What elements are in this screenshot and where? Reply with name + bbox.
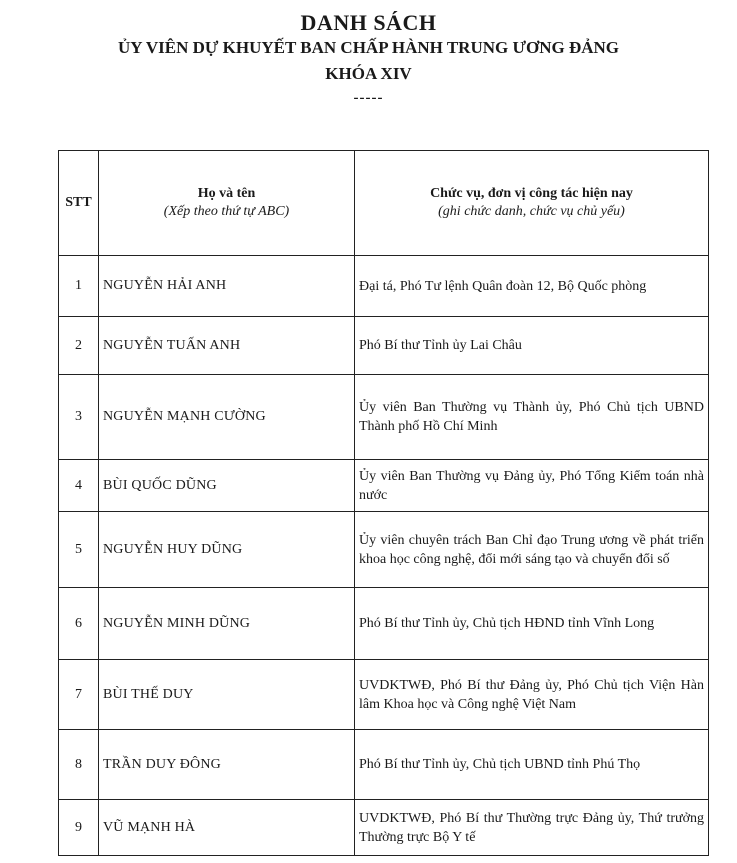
- table-row: [59, 317, 709, 375]
- row-stt: 1: [59, 256, 99, 317]
- row-name: VŨ MẠNH HÀ: [99, 800, 355, 856]
- row-stt: 9: [59, 800, 99, 856]
- column-header-position: [355, 151, 709, 256]
- row-stt: 4: [59, 460, 99, 512]
- table-row: [59, 660, 709, 730]
- row-stt: 2: [59, 317, 99, 375]
- row-name: NGUYỄN MẠNH CƯỜNG: [99, 375, 355, 460]
- row-name: BÙI QUỐC DŨNG: [99, 460, 355, 512]
- document-title: DANH SÁCH: [300, 10, 437, 35]
- row-name: NGUYỄN HẢI ANH: [99, 256, 355, 317]
- row-position: Phó Bí thư Tỉnh ủy, Chủ tịch HĐND tỉnh Vĩnh Long: [355, 588, 709, 660]
- table-row: [59, 588, 709, 660]
- row-position: Ủy viên Ban Thường vụ Đảng ủy, Phó Tổng Kiểm toán nhà nước: [355, 460, 709, 512]
- column-header-name-note: (Xếp theo thứ tự ABC): [163, 204, 290, 219]
- table-row: [59, 512, 709, 588]
- row-position: UVDKTWĐ, Phó Bí thư Đảng ủy, Phó Chủ tịch Viện Hàn lâm Khoa học và Công nghệ Việt Nam: [355, 660, 709, 730]
- table-row: [59, 800, 709, 856]
- row-position: Phó Bí thư Tỉnh ủy, Chủ tịch UBND tỉnh Phú Thọ: [355, 730, 709, 800]
- column-header-name: [99, 151, 355, 256]
- row-name: TRẦN DUY ĐÔNG: [99, 730, 355, 800]
- column-header-name-label: Họ và tên: [197, 186, 256, 201]
- column-header-position-note: (ghi chức danh, chức vụ chủ yếu): [438, 204, 625, 219]
- table-row: [59, 730, 709, 800]
- row-stt: 8: [59, 730, 99, 800]
- row-position: Đại tá, Phó Tư lệnh Quân đoàn 12, Bộ Quốc phòng: [355, 256, 709, 317]
- title-separator: -----: [353, 90, 384, 106]
- row-name: NGUYỄN TUẤN ANH: [99, 317, 355, 375]
- document-subtitle: ỦY VIÊN DỰ KHUYẾT BAN CHẤP HÀNH TRUNG ƯƠNG ĐẢNG: [117, 38, 620, 57]
- table-row: [59, 256, 709, 317]
- row-position: UVDKTWĐ, Phó Bí thư Thường trực Đảng ủy, Thứ trưởng Thường trực Bộ Y tế: [355, 800, 709, 856]
- row-name: NGUYỄN HUY DŨNG: [99, 512, 355, 588]
- row-name: NGUYỄN MINH DŨNG: [99, 588, 355, 660]
- row-position: Ủy viên chuyên trách Ban Chỉ đạo Trung ương về phát triển khoa học công nghệ, đổi mới sáng tạo và chuyển đổi số: [355, 512, 709, 588]
- column-header-stt: STT: [59, 151, 99, 256]
- row-stt: 5: [59, 512, 99, 588]
- member-table: [58, 150, 709, 856]
- row-stt: 3: [59, 375, 99, 460]
- row-name: BÙI THẾ DUY: [99, 660, 355, 730]
- row-position: Phó Bí thư Tỉnh ủy Lai Châu: [355, 317, 709, 375]
- table-row: [59, 375, 709, 460]
- table-header-row: [59, 151, 709, 256]
- row-stt: 6: [59, 588, 99, 660]
- row-position: Ủy viên Ban Thường vụ Thành ủy, Phó Chủ tịch UBND Thành phố Hồ Chí Minh: [355, 375, 709, 460]
- table-row: [59, 460, 709, 512]
- column-header-position-label: Chức vụ, đơn vị công tác hiện nay: [430, 186, 633, 201]
- document-term: KHÓA XIV: [325, 64, 412, 83]
- row-stt: 7: [59, 660, 99, 730]
